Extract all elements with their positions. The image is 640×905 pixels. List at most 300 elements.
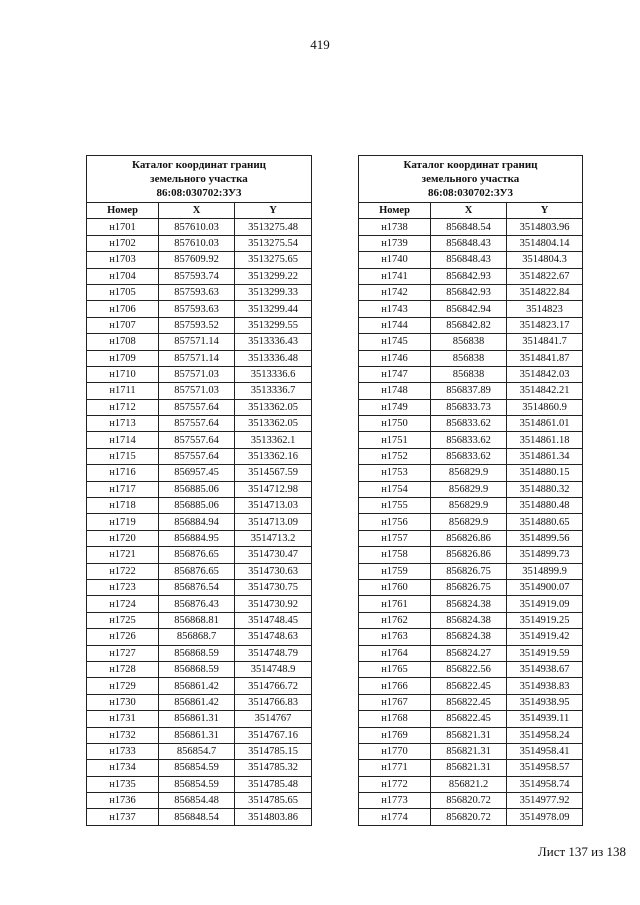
table-row bbox=[359, 563, 583, 579]
catalog-title-line3: 86:08:030702:ЗУ3 bbox=[427, 187, 514, 199]
cell-y: 3513275.48 bbox=[235, 219, 312, 235]
cell-point-number: н1774 bbox=[359, 809, 431, 825]
cell-y: 3514841.7 bbox=[507, 334, 583, 350]
cell-x: 856854.48 bbox=[159, 793, 235, 809]
cell-point-number: н1710 bbox=[87, 366, 159, 382]
cell-x: 856876.65 bbox=[159, 563, 235, 579]
cell-point-number: н1749 bbox=[359, 399, 431, 415]
cell-y: 3514900.07 bbox=[507, 579, 583, 595]
cell-point-number: н1719 bbox=[87, 514, 159, 530]
table-row bbox=[359, 612, 583, 628]
cell-x: 857610.03 bbox=[159, 235, 235, 251]
cell-y: 3514748.45 bbox=[235, 612, 312, 628]
cell-x: 856822.45 bbox=[431, 711, 507, 727]
cell-point-number: н1769 bbox=[359, 727, 431, 743]
cell-point-number: н1759 bbox=[359, 563, 431, 579]
cell-point-number: н1728 bbox=[87, 661, 159, 677]
cell-y: 3513299.22 bbox=[235, 268, 312, 284]
table-row bbox=[87, 694, 312, 710]
cell-x: 856838 bbox=[431, 366, 507, 382]
cell-point-number: н1762 bbox=[359, 612, 431, 628]
table-row bbox=[87, 661, 312, 677]
cell-x: 856821.2 bbox=[431, 776, 507, 792]
cell-y: 3514822.84 bbox=[507, 284, 583, 300]
table-row bbox=[87, 383, 312, 399]
cell-y: 3514712.98 bbox=[235, 481, 312, 497]
cell-x: 857610.03 bbox=[159, 219, 235, 235]
cell-y: 3514861.01 bbox=[507, 416, 583, 432]
cell-point-number: н1757 bbox=[359, 530, 431, 546]
cell-x: 856876.43 bbox=[159, 596, 235, 612]
cell-point-number: н1760 bbox=[359, 579, 431, 595]
cell-point-number: н1746 bbox=[359, 350, 431, 366]
cell-y: 3514785.48 bbox=[235, 776, 312, 792]
cell-y: 3514880.48 bbox=[507, 498, 583, 514]
table-row bbox=[87, 284, 312, 300]
cell-y: 3514919.59 bbox=[507, 645, 583, 661]
cell-y: 3513275.54 bbox=[235, 235, 312, 251]
cell-x: 857557.64 bbox=[159, 399, 235, 415]
cell-y: 3514880.32 bbox=[507, 481, 583, 497]
cell-x: 856854.59 bbox=[159, 760, 235, 776]
cell-y: 3514919.42 bbox=[507, 629, 583, 645]
coordinate-catalog-right bbox=[358, 155, 583, 826]
cell-x: 857593.74 bbox=[159, 268, 235, 284]
table-row bbox=[87, 252, 312, 268]
table-row bbox=[87, 678, 312, 694]
table-row bbox=[87, 334, 312, 350]
cell-y: 3514803.96 bbox=[507, 219, 583, 235]
cell-point-number: н1713 bbox=[87, 416, 159, 432]
cell-point-number: н1714 bbox=[87, 432, 159, 448]
cell-y: 3514748.9 bbox=[235, 661, 312, 677]
cell-y: 3514880.65 bbox=[507, 514, 583, 530]
cell-y: 3514713.03 bbox=[235, 498, 312, 514]
cell-x: 856820.72 bbox=[431, 793, 507, 809]
cell-point-number: н1767 bbox=[359, 694, 431, 710]
table-row bbox=[87, 563, 312, 579]
cell-y: 3514899.73 bbox=[507, 547, 583, 563]
cell-x: 856854.7 bbox=[159, 743, 235, 759]
cell-y: 3514766.83 bbox=[235, 694, 312, 710]
cell-point-number: н1721 bbox=[87, 547, 159, 563]
page-number: 419 bbox=[310, 37, 330, 52]
cell-y: 3514785.65 bbox=[235, 793, 312, 809]
cell-point-number: н1705 bbox=[87, 284, 159, 300]
cell-y: 3514958.41 bbox=[507, 743, 583, 759]
cell-x: 856885.06 bbox=[159, 498, 235, 514]
catalog-title-line1: Каталог координат границ bbox=[403, 159, 538, 171]
cell-point-number: н1706 bbox=[87, 301, 159, 317]
cell-x: 856824.38 bbox=[431, 612, 507, 628]
cell-point-number: н1761 bbox=[359, 596, 431, 612]
cell-x: 856821.31 bbox=[431, 760, 507, 776]
table-row bbox=[87, 219, 312, 235]
table-row bbox=[359, 661, 583, 677]
cell-point-number: н1704 bbox=[87, 268, 159, 284]
cell-point-number: н1736 bbox=[87, 793, 159, 809]
table-row bbox=[359, 268, 583, 284]
cell-point-number: н1739 bbox=[359, 235, 431, 251]
cell-point-number: н1733 bbox=[87, 743, 159, 759]
cell-point-number: н1753 bbox=[359, 465, 431, 481]
cell-y: 3514919.25 bbox=[507, 612, 583, 628]
cell-point-number: н1735 bbox=[87, 776, 159, 792]
cell-point-number: н1745 bbox=[359, 334, 431, 350]
cell-point-number: н1770 bbox=[359, 743, 431, 759]
cell-x: 856861.42 bbox=[159, 678, 235, 694]
cell-point-number: н1707 bbox=[87, 317, 159, 333]
table-row bbox=[359, 760, 583, 776]
cell-x: 856822.45 bbox=[431, 694, 507, 710]
catalog-title-line1: Каталог координат границ bbox=[132, 159, 266, 171]
table-row bbox=[87, 481, 312, 497]
cell-y: 3514899.9 bbox=[507, 563, 583, 579]
cell-y: 3514730.92 bbox=[235, 596, 312, 612]
cell-x: 856833.73 bbox=[431, 399, 507, 415]
cell-point-number: н1712 bbox=[87, 399, 159, 415]
table-row bbox=[359, 514, 583, 530]
table-row bbox=[359, 530, 583, 546]
cell-y: 3514880.15 bbox=[507, 465, 583, 481]
cell-point-number: н1748 bbox=[359, 383, 431, 399]
cell-y: 3514823 bbox=[507, 301, 583, 317]
cell-x: 856838 bbox=[431, 350, 507, 366]
cell-y: 3514919.09 bbox=[507, 596, 583, 612]
cell-y: 3514939.11 bbox=[507, 711, 583, 727]
cell-point-number: н1709 bbox=[87, 350, 159, 366]
table-row bbox=[359, 383, 583, 399]
cell-x: 856848.43 bbox=[431, 235, 507, 251]
cell-point-number: н1763 bbox=[359, 629, 431, 645]
cell-x: 856957.45 bbox=[159, 465, 235, 481]
cell-y: 3514860.9 bbox=[507, 399, 583, 415]
cell-y: 3514958.74 bbox=[507, 776, 583, 792]
table-row bbox=[359, 301, 583, 317]
cell-point-number: н1771 bbox=[359, 760, 431, 776]
table-row bbox=[359, 284, 583, 300]
cell-point-number: н1741 bbox=[359, 268, 431, 284]
column-header-number: Номер bbox=[87, 203, 159, 219]
cell-y: 3513299.55 bbox=[235, 317, 312, 333]
cell-y: 3514899.56 bbox=[507, 530, 583, 546]
table-row bbox=[87, 530, 312, 546]
cell-x: 856868.81 bbox=[159, 612, 235, 628]
table-row bbox=[87, 711, 312, 727]
cell-x: 857609.92 bbox=[159, 252, 235, 268]
cell-y: 3514842.21 bbox=[507, 383, 583, 399]
cell-x: 857593.63 bbox=[159, 301, 235, 317]
cell-y: 3514785.32 bbox=[235, 760, 312, 776]
cell-x: 856824.38 bbox=[431, 596, 507, 612]
cell-x: 856837.89 bbox=[431, 383, 507, 399]
table-row bbox=[359, 547, 583, 563]
table-row bbox=[359, 252, 583, 268]
table-row bbox=[87, 579, 312, 595]
cell-point-number: н1752 bbox=[359, 448, 431, 464]
cell-x: 856821.31 bbox=[431, 743, 507, 759]
catalog-body bbox=[359, 219, 583, 825]
cell-x: 856820.72 bbox=[431, 809, 507, 825]
table-row bbox=[87, 596, 312, 612]
cell-y: 3514938.83 bbox=[507, 678, 583, 694]
cell-point-number: н1708 bbox=[87, 334, 159, 350]
table-row bbox=[359, 219, 583, 235]
cell-x: 857557.64 bbox=[159, 416, 235, 432]
cell-point-number: н1740 bbox=[359, 252, 431, 268]
table-row bbox=[359, 416, 583, 432]
table-row bbox=[359, 743, 583, 759]
table-row bbox=[87, 645, 312, 661]
table-row bbox=[87, 235, 312, 251]
cell-y: 3513362.16 bbox=[235, 448, 312, 464]
table-row bbox=[87, 432, 312, 448]
cell-y: 3514767.16 bbox=[235, 727, 312, 743]
cell-y: 3514766.72 bbox=[235, 678, 312, 694]
table-row bbox=[87, 416, 312, 432]
cell-y: 3514861.18 bbox=[507, 432, 583, 448]
cell-x: 857557.64 bbox=[159, 432, 235, 448]
cell-x: 857571.03 bbox=[159, 383, 235, 399]
table-row bbox=[359, 694, 583, 710]
cell-x: 856826.75 bbox=[431, 563, 507, 579]
table-row bbox=[359, 579, 583, 595]
cell-x: 856861.42 bbox=[159, 694, 235, 710]
table-row bbox=[359, 448, 583, 464]
table-row bbox=[87, 448, 312, 464]
cell-point-number: н1722 bbox=[87, 563, 159, 579]
catalog-title-line3: 86:08:030702:ЗУ3 bbox=[156, 187, 242, 199]
cell-y: 3514803.86 bbox=[235, 809, 312, 825]
table-row bbox=[359, 366, 583, 382]
cell-x: 856829.9 bbox=[431, 465, 507, 481]
cell-y: 3514841.87 bbox=[507, 350, 583, 366]
table-row bbox=[87, 514, 312, 530]
table-row bbox=[87, 268, 312, 284]
column-header-number: Номер bbox=[359, 203, 431, 219]
cell-point-number: н1747 bbox=[359, 366, 431, 382]
cell-point-number: н1737 bbox=[87, 809, 159, 825]
table-row bbox=[87, 465, 312, 481]
cell-y: 3514822.67 bbox=[507, 268, 583, 284]
cell-point-number: н1758 bbox=[359, 547, 431, 563]
sheet-label: Лист 137 из 138 bbox=[537, 844, 626, 859]
cell-x: 856842.93 bbox=[431, 268, 507, 284]
cell-point-number: н1738 bbox=[359, 219, 431, 235]
table-row bbox=[359, 235, 583, 251]
cell-point-number: н1755 bbox=[359, 498, 431, 514]
cell-y: 3514748.79 bbox=[235, 645, 312, 661]
cell-point-number: н1711 bbox=[87, 383, 159, 399]
cell-y: 3513275.65 bbox=[235, 252, 312, 268]
table-row bbox=[359, 317, 583, 333]
table-row bbox=[359, 399, 583, 415]
cell-point-number: н1744 bbox=[359, 317, 431, 333]
cell-y: 3514938.95 bbox=[507, 694, 583, 710]
cell-y: 3514713.2 bbox=[235, 530, 312, 546]
table-row bbox=[359, 645, 583, 661]
column-header-y: Y bbox=[235, 203, 312, 219]
cell-x: 857593.63 bbox=[159, 284, 235, 300]
cell-x: 856854.59 bbox=[159, 776, 235, 792]
cell-y: 3514958.24 bbox=[507, 727, 583, 743]
cell-x: 856842.82 bbox=[431, 317, 507, 333]
table-row bbox=[87, 350, 312, 366]
cell-x: 856826.86 bbox=[431, 530, 507, 546]
cell-x: 856821.31 bbox=[431, 727, 507, 743]
cell-point-number: н1702 bbox=[87, 235, 159, 251]
table-row bbox=[87, 301, 312, 317]
table-row bbox=[87, 629, 312, 645]
cell-x: 856829.9 bbox=[431, 514, 507, 530]
cell-y: 3513299.44 bbox=[235, 301, 312, 317]
cell-y: 3514767 bbox=[235, 711, 312, 727]
cell-y: 3514730.63 bbox=[235, 563, 312, 579]
cell-y: 3513362.1 bbox=[235, 432, 312, 448]
cell-point-number: н1751 bbox=[359, 432, 431, 448]
table-row bbox=[359, 776, 583, 792]
cell-x: 856848.43 bbox=[431, 252, 507, 268]
cell-x: 856884.94 bbox=[159, 514, 235, 530]
table-row bbox=[87, 366, 312, 382]
table-row bbox=[359, 727, 583, 743]
cell-x: 856885.06 bbox=[159, 481, 235, 497]
cell-y: 3514713.09 bbox=[235, 514, 312, 530]
table-row bbox=[359, 498, 583, 514]
table-row bbox=[87, 399, 312, 415]
cell-point-number: н1743 bbox=[359, 301, 431, 317]
table-row bbox=[87, 776, 312, 792]
cell-y: 3514785.15 bbox=[235, 743, 312, 759]
cell-x: 856833.62 bbox=[431, 416, 507, 432]
column-header-x: X bbox=[431, 203, 507, 219]
cell-x: 857593.52 bbox=[159, 317, 235, 333]
catalog-body bbox=[87, 219, 312, 825]
cell-x: 857571.14 bbox=[159, 334, 235, 350]
cell-point-number: н1773 bbox=[359, 793, 431, 809]
table-row bbox=[87, 809, 312, 825]
cell-x: 856861.31 bbox=[159, 711, 235, 727]
cell-y: 3514977.92 bbox=[507, 793, 583, 809]
catalog-title bbox=[87, 156, 312, 203]
cell-x: 856833.62 bbox=[431, 448, 507, 464]
cell-point-number: н1718 bbox=[87, 498, 159, 514]
cell-point-number: н1703 bbox=[87, 252, 159, 268]
table-row bbox=[87, 793, 312, 809]
cell-point-number: н1766 bbox=[359, 678, 431, 694]
cell-point-number: н1734 bbox=[87, 760, 159, 776]
cell-point-number: н1720 bbox=[87, 530, 159, 546]
cell-y: 3514567.59 bbox=[235, 465, 312, 481]
cell-point-number: н1724 bbox=[87, 596, 159, 612]
cell-y: 3513336.48 bbox=[235, 350, 312, 366]
cell-y: 3513362.05 bbox=[235, 416, 312, 432]
cell-point-number: н1726 bbox=[87, 629, 159, 645]
cell-point-number: н1772 bbox=[359, 776, 431, 792]
cell-point-number: н1701 bbox=[87, 219, 159, 235]
table-row bbox=[87, 498, 312, 514]
cell-x: 856822.45 bbox=[431, 678, 507, 694]
cell-y: 3514958.57 bbox=[507, 760, 583, 776]
table-row bbox=[87, 317, 312, 333]
cell-x: 856826.75 bbox=[431, 579, 507, 595]
coordinate-catalog-left bbox=[86, 155, 312, 826]
cell-y: 3513336.43 bbox=[235, 334, 312, 350]
table-row bbox=[359, 465, 583, 481]
cell-x: 857571.03 bbox=[159, 366, 235, 382]
cell-point-number: н1725 bbox=[87, 612, 159, 628]
cell-x: 856884.95 bbox=[159, 530, 235, 546]
cell-y: 3514861.34 bbox=[507, 448, 583, 464]
cell-x: 856833.62 bbox=[431, 432, 507, 448]
cell-x: 856868.7 bbox=[159, 629, 235, 645]
table-row bbox=[359, 350, 583, 366]
cell-point-number: н1729 bbox=[87, 678, 159, 694]
cell-point-number: н1731 bbox=[87, 711, 159, 727]
table-row bbox=[359, 678, 583, 694]
table-row bbox=[359, 793, 583, 809]
cell-point-number: н1730 bbox=[87, 694, 159, 710]
cell-x: 856868.59 bbox=[159, 661, 235, 677]
cell-point-number: н1765 bbox=[359, 661, 431, 677]
cell-point-number: н1732 bbox=[87, 727, 159, 743]
cell-x: 857571.14 bbox=[159, 350, 235, 366]
cell-y: 3513336.6 bbox=[235, 366, 312, 382]
cell-x: 856848.54 bbox=[431, 219, 507, 235]
catalog-title-line2: земельного участка bbox=[150, 173, 248, 185]
table-row bbox=[359, 432, 583, 448]
cell-x: 856824.27 bbox=[431, 645, 507, 661]
cell-point-number: н1756 bbox=[359, 514, 431, 530]
cell-point-number: н1727 bbox=[87, 645, 159, 661]
cell-x: 856824.38 bbox=[431, 629, 507, 645]
table-row bbox=[87, 612, 312, 628]
cell-x: 856861.31 bbox=[159, 727, 235, 743]
column-header-x: X bbox=[159, 203, 235, 219]
table-row bbox=[87, 547, 312, 563]
cell-y: 3514823.17 bbox=[507, 317, 583, 333]
cell-x: 856829.9 bbox=[431, 481, 507, 497]
cell-point-number: н1717 bbox=[87, 481, 159, 497]
cell-y: 3514748.63 bbox=[235, 629, 312, 645]
table-row bbox=[359, 596, 583, 612]
cell-x: 856838 bbox=[431, 334, 507, 350]
cell-point-number: н1750 bbox=[359, 416, 431, 432]
table-row bbox=[359, 629, 583, 645]
cell-point-number: н1764 bbox=[359, 645, 431, 661]
cell-x: 856829.9 bbox=[431, 498, 507, 514]
cell-x: 856822.56 bbox=[431, 661, 507, 677]
cell-x: 856876.65 bbox=[159, 547, 235, 563]
cell-x: 856868.59 bbox=[159, 645, 235, 661]
cell-y: 3514804.3 bbox=[507, 252, 583, 268]
catalog-title-line2: земельного участка bbox=[421, 173, 520, 185]
cell-y: 3513336.7 bbox=[235, 383, 312, 399]
cell-x: 856842.93 bbox=[431, 284, 507, 300]
catalog-title bbox=[359, 156, 583, 203]
cell-point-number: н1723 bbox=[87, 579, 159, 595]
cell-y: 3514938.67 bbox=[507, 661, 583, 677]
table-row bbox=[359, 711, 583, 727]
cell-x: 856876.54 bbox=[159, 579, 235, 595]
cell-y: 3514804.14 bbox=[507, 235, 583, 251]
table-row bbox=[87, 760, 312, 776]
cell-y: 3514978.09 bbox=[507, 809, 583, 825]
cell-y: 3513299.33 bbox=[235, 284, 312, 300]
table-row bbox=[359, 809, 583, 825]
cell-point-number: н1715 bbox=[87, 448, 159, 464]
cell-point-number: н1742 bbox=[359, 284, 431, 300]
